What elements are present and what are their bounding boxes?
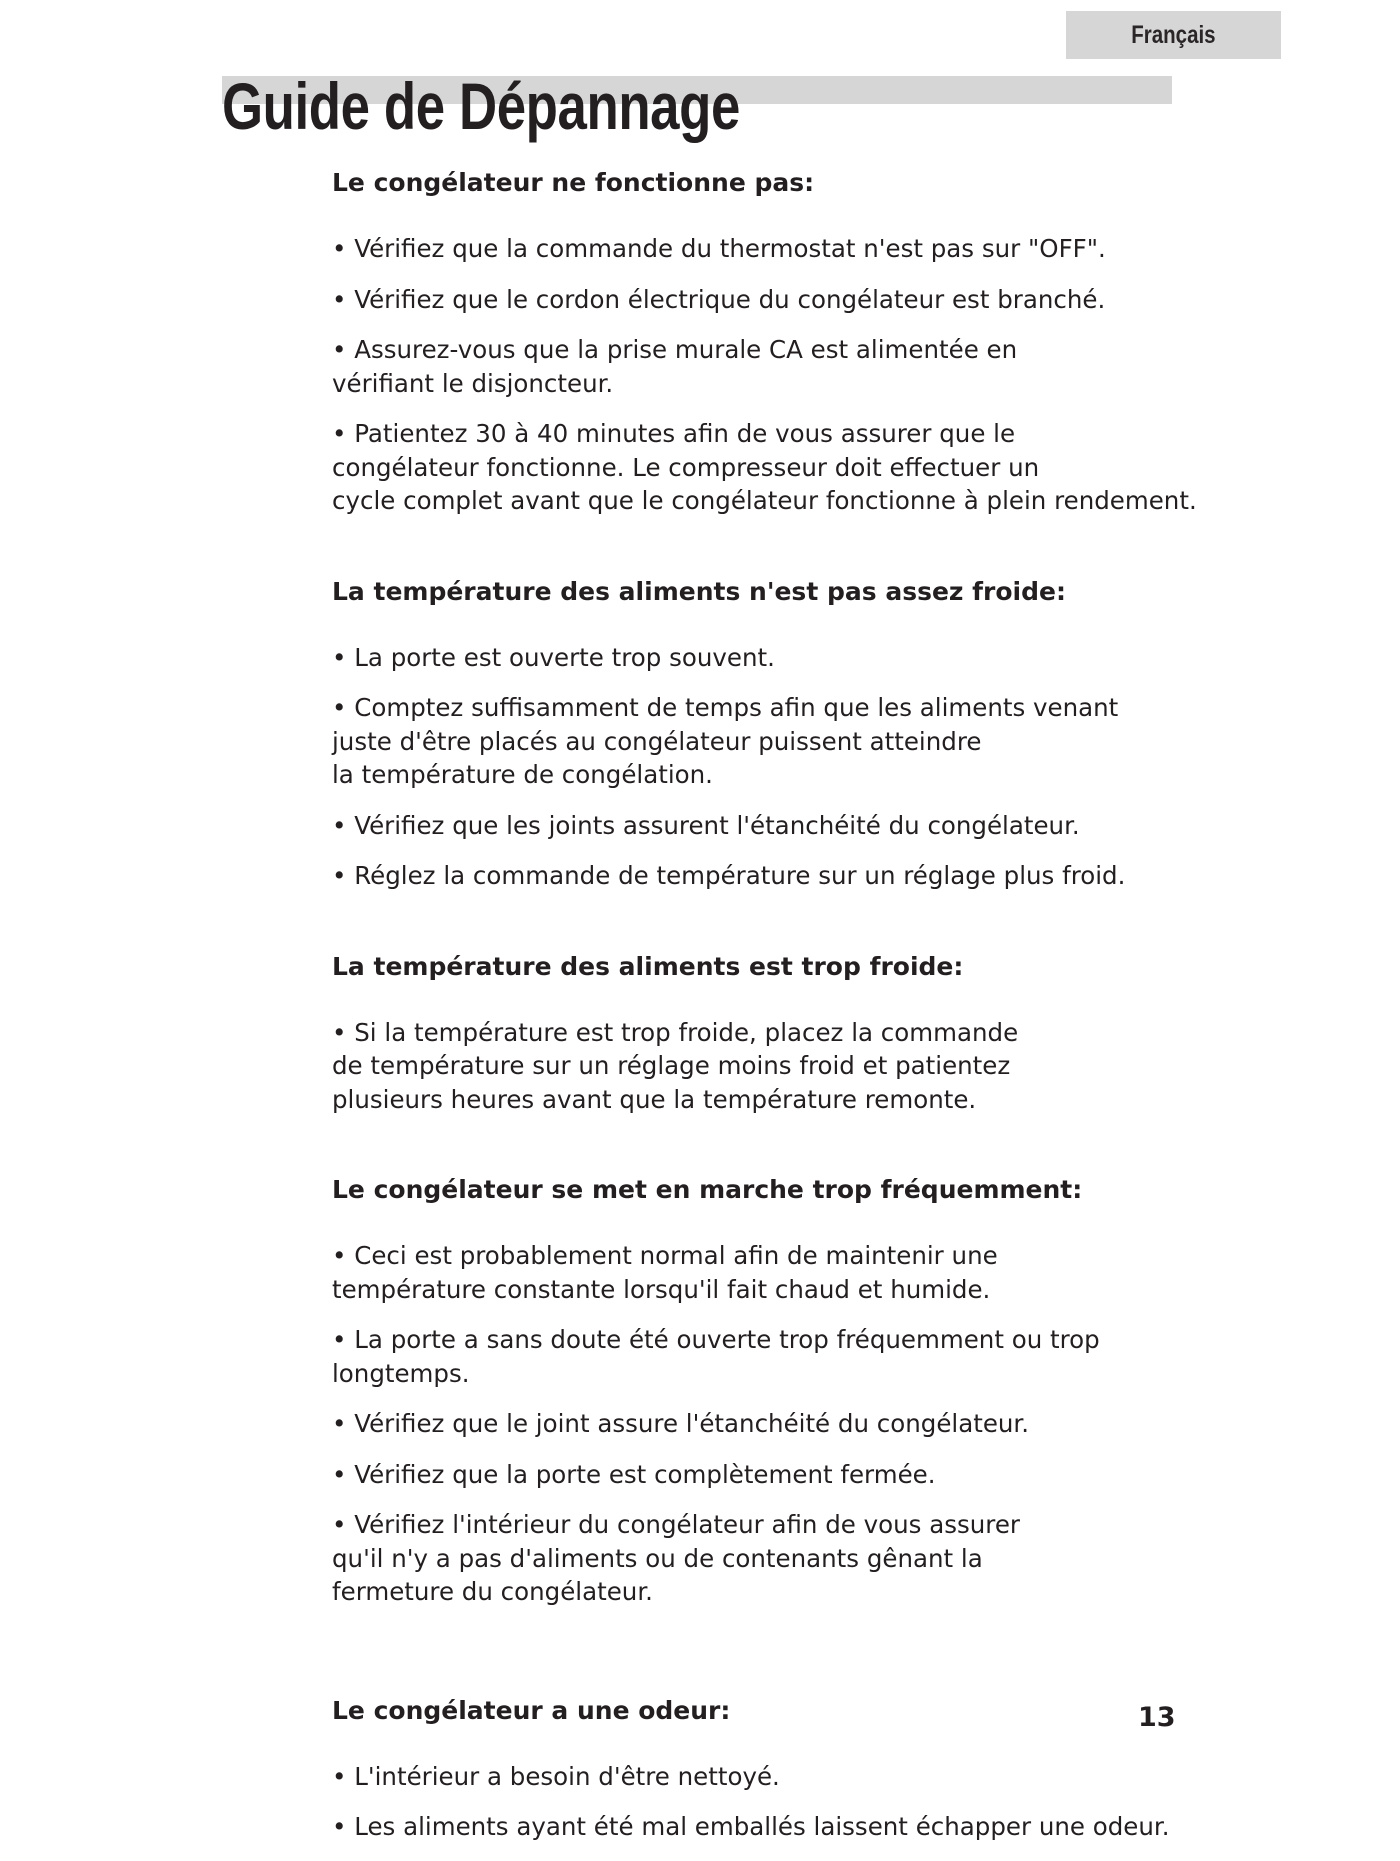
list-item: • Vérifiez que les joints assurent l'étanchéité du congélateur.: [332, 810, 1080, 840]
section-heading: Le congélateur a une odeur:: [332, 1695, 731, 1725]
language-tab-label: Français: [1131, 20, 1216, 49]
section-freezer-odor: [332, 1694, 1232, 1844]
list-item: • La porte est ouverte trop souvent.: [332, 642, 775, 672]
section-heading: Le congélateur se met en marche trop fréquemment:: [332, 1175, 1083, 1204]
list-item: • Ceci est probablement normal afin de maintenir une température constante lorsqu'il fait chaud et humide.: [332, 1241, 998, 1304]
section-runs-too-often: [332, 1173, 1232, 1609]
list-item: • Patientez 30 à 40 minutes afin de vous assurer que le congélateur fonctionne. Le compresseur doit effectuer un cycle complet avant que le congélateur fonctionne à plein rendement.: [332, 419, 1197, 515]
bullet-list: [332, 1239, 1232, 1609]
section-heading: Le congélateur ne fonctionne pas:: [332, 168, 815, 197]
troubleshooting-content: [332, 166, 1232, 1861]
page-number: 13: [1138, 1702, 1176, 1733]
list-item: • Vérifiez que la commande du thermostat n'est pas sur "OFF".: [332, 234, 1106, 263]
list-item: • Vérifiez que la porte est complètement fermée.: [332, 1459, 936, 1489]
list-item: • La porte a sans doute été ouverte trop fréquemment ou trop longtemps.: [332, 1325, 1100, 1388]
bullet-list: [332, 1760, 1232, 1844]
list-item: • L'intérieur a besoin d'être nettoyé.: [332, 1761, 780, 1791]
section-freezer-not-running: [332, 166, 1232, 518]
list-item: • Vérifiez l'intérieur du congélateur afin de vous assurer qu'il n'y a pas d'aliments ou de contenants gênant la fermeture du congélateur.: [332, 1510, 1020, 1606]
section-heading: La température des aliments est trop froide:: [332, 951, 964, 981]
bullet-list: [332, 1016, 1232, 1117]
list-item: • Vérifiez que le joint assure l'étanchéité du congélateur.: [332, 1409, 1030, 1438]
page-title: Guide de Dépannage: [222, 69, 740, 143]
list-item: • Les aliments ayant été mal emballés laissent échapper une odeur.: [332, 1812, 1170, 1841]
bullet-list: [332, 232, 1232, 518]
list-item: • Réglez la commande de température sur un réglage plus froid.: [332, 861, 1126, 890]
section-food-too-cold: [332, 950, 1232, 1117]
bullet-list: [332, 641, 1232, 893]
section-heading: La température des aliments n'est pas assez froide:: [332, 576, 1066, 606]
list-item: • Vérifiez que le cordon électrique du congélateur est branché.: [332, 284, 1106, 314]
list-item: • Comptez suffisamment de temps afin que les aliments venant juste d'être placés au congélateur puissent atteindre la température de congélation.: [332, 693, 1119, 789]
section-food-not-cold-enough: [332, 575, 1232, 893]
list-item: • Assurez-vous que la prise murale CA est alimentée en vérifiant le disjoncteur.: [332, 335, 1018, 398]
list-item: • Si la température est trop froide, placez la commande de température sur un réglage moins froid et patientez plusieurs heures avant que la température remonte.: [332, 1017, 1019, 1114]
language-tab: [1066, 11, 1281, 59]
